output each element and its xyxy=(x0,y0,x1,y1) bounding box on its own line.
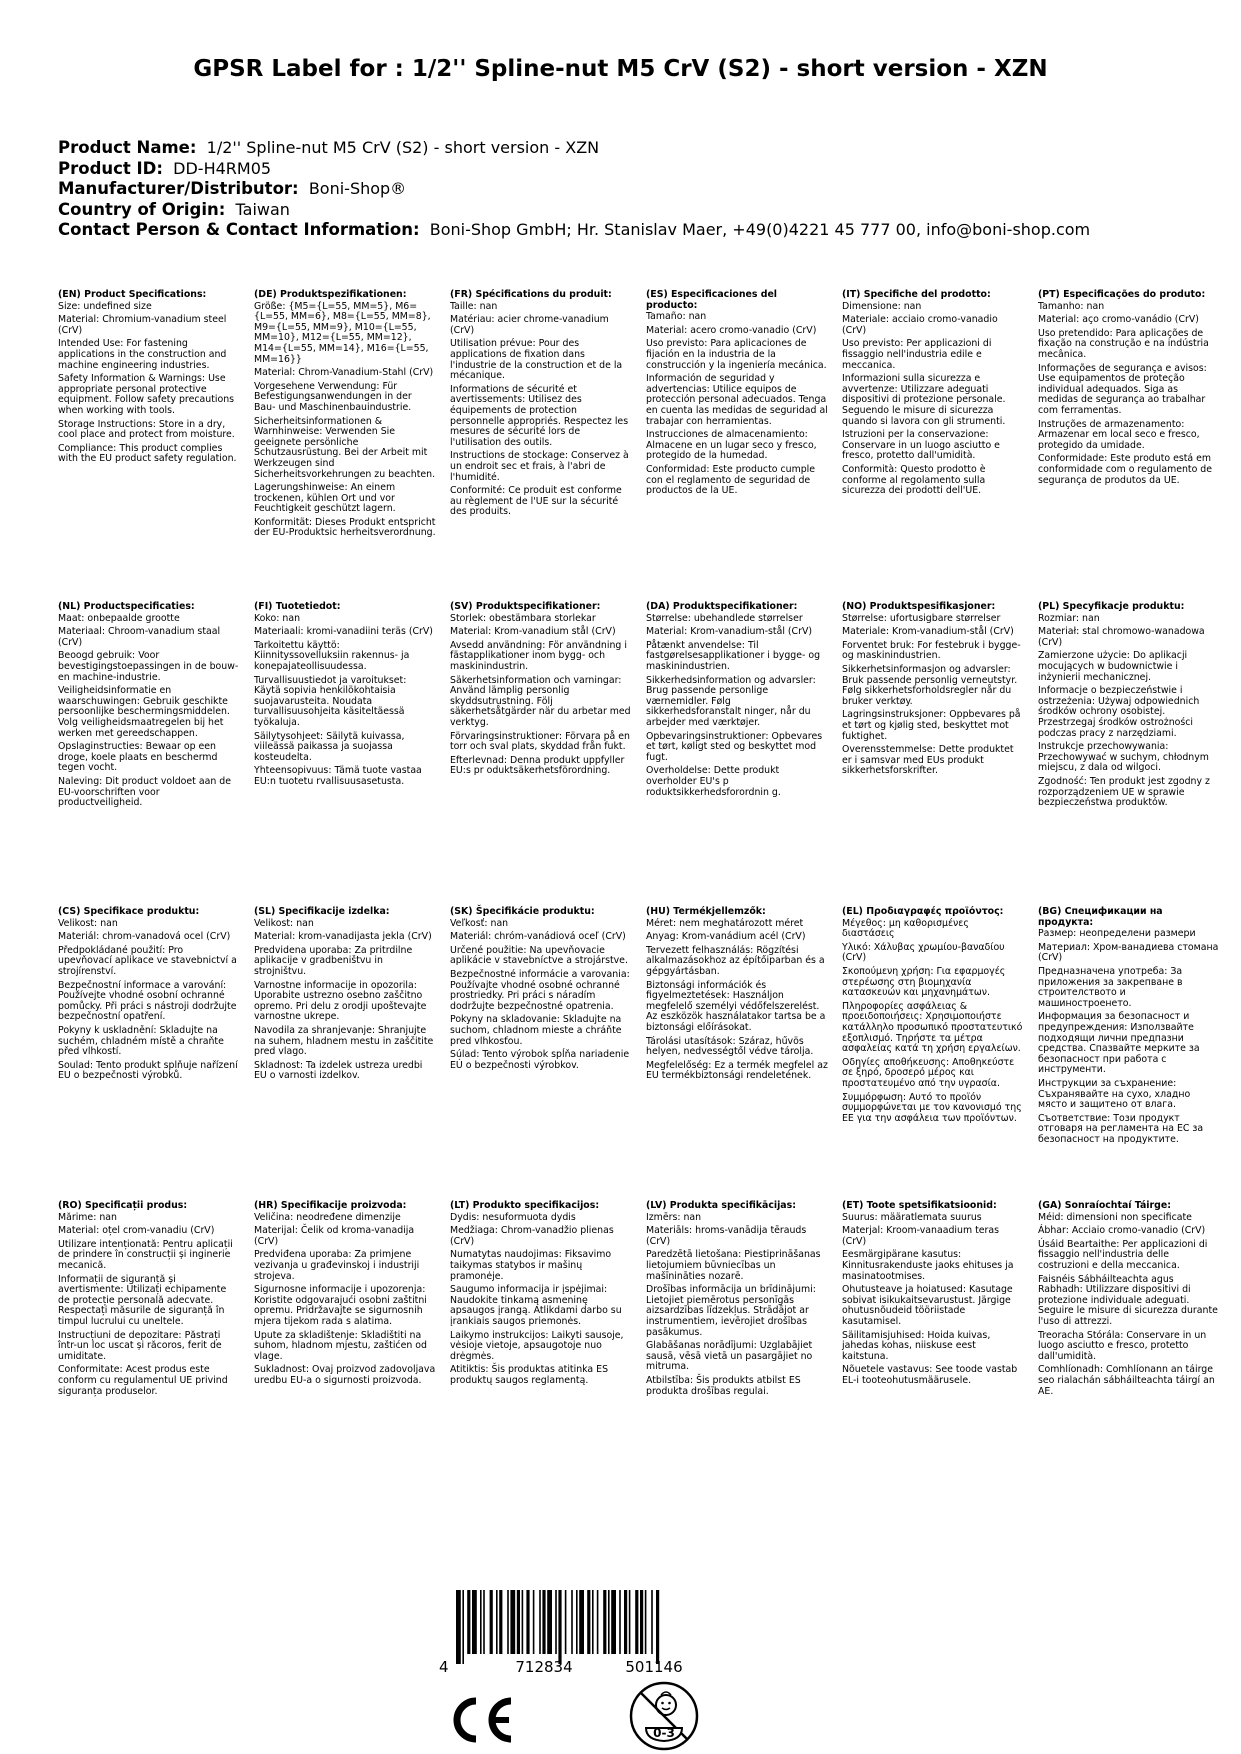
spec-paragraph: Avsedd användning: För användning i fästapplikationer inom bygg- och maskinindustrin. xyxy=(450,639,627,672)
spec-paragraph: Koko: nan xyxy=(254,612,301,624)
spec-paragraph: Storlek: obestämbara storlekar xyxy=(450,612,596,624)
spec-paragraph: Intended Use: For fastening applications in the construction and machine engineering industries. xyxy=(58,338,227,371)
spec-paragraph: Materiał: stal chromowo-wanadowa (CrV) xyxy=(1038,626,1205,648)
spec-paragraph: Predvidena uporaba: Za pritrdilne aplikacije v gradbeništvu in strojništvu. xyxy=(254,944,413,977)
barcode-bar xyxy=(587,1590,590,1654)
barcode-bar xyxy=(579,1590,584,1654)
spec-paragraph: Conformitate: Acest produs este conform cu regulamentul UE privind siguranța produselor. xyxy=(58,1364,228,1397)
spec-paragraph: Naleving: Dit product voldoet aan de EU-voorschriften voor productveiligheid. xyxy=(58,775,231,809)
spec-paragraph: Μέγεθος: μη καθορισμένες διαστάσεις xyxy=(842,917,969,940)
spec-heading: (GA) Sonraíochtaí Táirge: xyxy=(1038,1200,1171,1211)
spec-paragraph: Uso pretendido: Para aplicações de fixação na construção e na indústria mecânica. xyxy=(1038,327,1209,360)
spec-paragraph: Σκοπούμενη χρήση: Για εφαρμογές στερέωσης στη βιομηχανία κατασκευών και μηχανημάτων. xyxy=(842,965,1006,999)
spec-paragraph: Medžiaga: Chrom-vanadžio plienas (CrV) xyxy=(450,1225,614,1247)
spec-heading: (FI) Tuotetiedot: xyxy=(254,601,341,612)
spec-paragraph: Lagringsinstruksjoner: Oppbevares på et tørt og kjølig sted, beskyttet mot fuktighet. xyxy=(842,709,1021,742)
product-name-value: 1/2'' Spline-nut M5 CrV (S2) - short version - XZN xyxy=(206,138,600,157)
spec-paragraph: Storage Instructions: Store in a dry, cool place and protect from moisture. xyxy=(58,418,235,441)
spec-paragraph: Размер: неопределени размери xyxy=(1038,928,1196,940)
spec-block xyxy=(842,907,1024,1127)
spec-paragraph: Informacje o bezpieczeństwie i ostrzeżenia: Używaj odpowiednich środków ochrony osobistej. Przestrzegaj środków ostrożności podczas pracy z narzędziami. xyxy=(1038,685,1200,739)
product-id-label: Product ID: xyxy=(58,158,163,178)
spec-paragraph: Υλικό: Χάλυβας χρωμίου-βαναδίου (CrV) xyxy=(842,941,1005,964)
spec-paragraph: Tamanho: nan xyxy=(1038,300,1105,312)
spec-paragraph: Uso previsto: Per applicazioni di fissaggio nell'industria edile e meccanica. xyxy=(842,338,992,371)
spec-paragraph: Méid: dimensioni non specificate xyxy=(1038,1211,1192,1223)
spec-block xyxy=(58,907,240,1085)
spec-block xyxy=(842,602,1024,780)
spec-paragraph: Velikost: nan xyxy=(58,917,118,929)
spec-paragraph: Saugumo informacija ir įspėjimai: Naudokite tinkamą asmeninę apsaugos įrangą. Atlikdami darbo su įrankiais saugos priemonės. xyxy=(450,1284,622,1327)
spec-block xyxy=(842,290,1024,500)
barcode-bar xyxy=(510,1590,515,1654)
spec-paragraph: Forventet bruk: For festebruk i bygge- og maskinindustrien. xyxy=(842,639,1021,662)
spec-block xyxy=(450,290,632,521)
spec-paragraph: Sukladnost: Ovaj proizvod zadovoljava uredbu EU-a o sigurnosti proizvoda. xyxy=(254,1364,436,1386)
barcode-bar xyxy=(629,1590,631,1654)
barcode-bar xyxy=(645,1590,647,1654)
contact-row xyxy=(58,220,1208,241)
spec-paragraph: Materiāls: hroms-vanādija tērauds (CrV) xyxy=(646,1225,807,1247)
spec-heading: (PT) Especificações do produto: xyxy=(1038,289,1206,300)
spec-paragraph: Ábhar: Acciaio cromo-vanadio (CrV) xyxy=(1038,1225,1206,1237)
spec-paragraph: Συμμόρφωση: Αυτό το προϊόν συμμορφώνεται με τον κανονισμό της ΕΕ για την ασφάλεια των προϊόντων. xyxy=(842,1091,1022,1124)
barcode-bar xyxy=(462,1590,464,1664)
spec-paragraph: Tervezett felhasználás: Rögzítési alkalmazásokhoz az építőiparban és a gépgyártásban. xyxy=(646,944,825,977)
origin-value: Taiwan xyxy=(235,199,290,219)
spec-paragraph: Taille: nan xyxy=(450,300,498,312)
spec-heading: (NO) Produktspesifikasjoner: xyxy=(842,601,996,612)
barcode-bar xyxy=(624,1590,627,1654)
product-id-value: DD-H4RM05 xyxy=(173,158,272,178)
product-info xyxy=(58,138,1208,241)
spec-heading: (CS) Specifikace produktu: xyxy=(58,906,200,917)
spec-paragraph: Utilisation prévue: Pour des applications de fixation dans l'industrie de la construction et de la mécanique. xyxy=(450,338,623,382)
barcode-bar xyxy=(555,1590,557,1654)
barcode-bar xyxy=(533,1590,535,1654)
spec-paragraph: Velikost: nan xyxy=(254,917,314,929)
spec-paragraph: Uso previsto: Para aplicaciones de fijación en la industria de la construcción y la ingeniería mecánica. xyxy=(646,338,827,371)
spec-heading: (FR) Spécifications du produit: xyxy=(450,289,612,300)
spec-paragraph: Съответствие: Този продукт отговаря на регламента на ЕС за безопасност на продуктите. xyxy=(1038,1112,1204,1145)
spec-paragraph: Información de seguridad y advertencias: Utilice equipos de protección personal adecuados. Tenga en cuenta las medidas de seguridad al trabajar con herramientas. xyxy=(646,373,828,427)
spec-block xyxy=(646,907,828,1085)
spec-paragraph: Materiale: acciaio cromo-vanadio (CrV) xyxy=(842,314,998,336)
spec-paragraph: Instructions de stockage: Conservez à un endroit sec et frais, à l'abri de l'humidité. xyxy=(450,450,629,483)
spec-paragraph: Beoogd gebruik: Voor bevestigingstoepassingen in de bouw- en machine-industrie. xyxy=(58,650,239,683)
spec-paragraph: Určené použitie: Na upevňovacie aplikácie v stavebníctve a strojárstve. xyxy=(450,944,628,967)
spec-heading: (SL) Specifikacije izdelka: xyxy=(254,906,390,917)
spec-paragraph: Comhlíonadh: Comhlíonann an táirge seo rialachán sábháilteachta táirgí an AE. xyxy=(1038,1364,1215,1397)
spec-paragraph: Material: oțel crom-vanadiu (CrV) xyxy=(58,1225,215,1237)
spec-paragraph: Atbilstība: Šis produkts atbilst ES produkta drošības regulai. xyxy=(646,1374,801,1397)
spec-paragraph: Size: undefined size xyxy=(58,300,152,312)
spec-paragraph: Lagerungshinweise: An einem trockenen, kühlen Ort und vor Feuchtigkeit geschützt lagern. xyxy=(254,482,396,515)
spec-paragraph: Skladnost: Ta izdelek ustreza uredbi EU o varnosti izdelkov. xyxy=(254,1059,423,1082)
spec-paragraph: Informazioni sulla sicurezza e avvertenze: Utilizzare adeguati dispositivi di protezione personale. Seguendo le misure di sicurezza quando si lavora con gli strumenti. xyxy=(842,373,1006,427)
spec-paragraph: Vorgesehene Verwendung: Für Befestigungsanwendungen in der Bau- und Maschinenbauindustrie. xyxy=(254,380,412,413)
spec-paragraph: Drošības informācija un brīdinājumi: Lietojiet piemērotus personīgās aizsardzības līdzekļus. Strādājot ar instrumentiem, ievērojiet drošības pasākumus. xyxy=(646,1284,816,1338)
spec-paragraph: Tárolási utasítások: Száraz, hűvös helyen, nedvességtől védve tárolja. xyxy=(646,1035,814,1058)
spec-paragraph: Påtænkt anvendelse: Til fastgørelsesapplikationer i bygge- og maskinindustrien. xyxy=(646,639,821,672)
spec-paragraph: Material: krom-vanadijasta jekla (CrV) xyxy=(254,931,432,943)
spec-heading: (NL) Productspecificaties: xyxy=(58,601,195,612)
spec-paragraph: Efterlevnad: Denna produkt uppfyller EU:s pr oduktsäkerhetsförordning. xyxy=(450,754,625,777)
spec-paragraph: Atitiktis: Šis produktas atitinka ES produktų saugos reglamentą. xyxy=(450,1364,609,1386)
spec-paragraph: Instrucciones de almacenamiento: Almacene en un lugar seco y fresco, protegido de la humedad. xyxy=(646,429,817,462)
spec-paragraph: Pokyny k uskladnění: Skladujte na suchém, chladném místě a chraňte před vlhkostí. xyxy=(58,1024,224,1058)
spec-block xyxy=(254,290,436,542)
barcode-bar xyxy=(542,1590,545,1654)
contact-value: Boni-Shop GmbH; Hr. Stanislav Maer, +49(0)4221 45 777 00, info@boni-shop.com xyxy=(429,220,1091,239)
barcode-bar xyxy=(496,1590,498,1654)
spec-block xyxy=(58,602,240,812)
page-title: GPSR Label for : 1/2'' Spline-nut M5 CrV (S2) - short version - XZN xyxy=(193,56,1048,82)
spec-paragraph: Πληροφορίες ασφάλειας & προειδοποιήσεις: Χρησιμοποιήστε κατάλληλο προσωπικό προστατευτικό εξοπλισμό. Τηρήστε τα μέτρα ασφαλείας κατά τη χρήση εργαλείων. xyxy=(842,1000,1023,1055)
spec-block xyxy=(1038,907,1220,1148)
spec-block xyxy=(1038,290,1220,489)
spec-paragraph: Rozmiar: nan xyxy=(1038,612,1100,624)
spec-paragraph: Materiál: chrom-vanadová ocel (CrV) xyxy=(58,931,231,943)
barcode-bar xyxy=(571,1590,573,1654)
spec-block xyxy=(450,1201,632,1390)
spec-paragraph: Glabāšanas norādījumi: Uzglabājiet sausā, vēsā vietā un pasargājiet no mitruma. xyxy=(646,1340,813,1373)
barcode-bar xyxy=(467,1590,470,1654)
spec-block xyxy=(254,1201,436,1390)
spec-paragraph: Zgodność: Ten produkt jest zgodny z rozporządzeniem UE w sprawie bezpieczeństwa produktów. xyxy=(1038,775,1210,809)
spec-paragraph: Veľkosť: nan xyxy=(450,917,509,929)
spec-heading: (HU) Termékjellemzők: xyxy=(646,906,766,917)
barcode-bar xyxy=(592,1590,594,1654)
barcode-digit-first: 4 xyxy=(439,1658,449,1676)
spec-paragraph: Størrelse: ufortusigbare størrelser xyxy=(842,612,1001,624)
spec-paragraph: Säilytysohjeet: Säilytä kuivassa, viileässä paikassa ja suojassa kosteudelta. xyxy=(254,730,405,763)
spec-paragraph: Sikkerhedsinformation og advarsler: Brug passende personlige værnemidler. Følg sikkerhedsforanstalt ninger, når du arbejder med værktøjer. xyxy=(646,674,816,728)
barcode-bar xyxy=(526,1590,529,1654)
manufacturer-label: Manufacturer/Distributor: xyxy=(58,179,299,198)
barcode-bar xyxy=(499,1590,502,1654)
spec-heading: (EL) Προδιαγραφές προϊόντος: xyxy=(842,906,1004,917)
spec-paragraph: Overensstemmelse: Dette produktet er i samsvar med EUs produkt sikkerhetsforskrifter. xyxy=(842,744,1014,777)
spec-heading: (BG) Спецификации на продукта: xyxy=(1038,906,1163,928)
barcode-bar xyxy=(539,1590,541,1654)
spec-paragraph: Veličina: neodređene dimenzije xyxy=(254,1211,401,1223)
product-name-label: Product Name: xyxy=(58,138,197,157)
spec-block xyxy=(58,1201,240,1400)
barcode-bar xyxy=(597,1590,599,1654)
barcode xyxy=(438,1590,742,1676)
spec-paragraph: Opslaginstructies: Bewaar op een droge, koele plaats en beschermd tegen vocht. xyxy=(58,741,218,774)
spec-paragraph: Materjal: Kroom-vanaadium teras (CrV) xyxy=(842,1225,1000,1247)
spec-paragraph: Upute za skladištenje: Skladištiti na suhom, hladnom mjestu, zaštićen od vlage. xyxy=(254,1329,427,1362)
spec-paragraph: Material: Chrom-Vanadium-Stahl (CrV) xyxy=(254,367,434,379)
spec-heading: (HR) Specifikacije proizvoda: xyxy=(254,1200,407,1211)
spec-paragraph: Instrukcje przechowywania: Przechowywać w suchym, chłodnym miejscu, z dala od wilgoci. xyxy=(1038,741,1209,774)
spec-paragraph: Material: Krom-vanadium stål (CrV) xyxy=(450,626,616,638)
spec-paragraph: Conformità: Questo prodotto è conforme al regolamento sulla sicurezza dei prodotti dell'UE. xyxy=(842,463,986,497)
spec-paragraph: Pokyny na skladovanie: Skladujte na suchom, chladnom mieste a chráňte pred vlhkosťou. xyxy=(450,1014,622,1047)
spec-paragraph: Paredzētā lietošana: Piestiprināšanas lietojumiem būvniecības un mašīnināties nozarē. xyxy=(646,1249,821,1282)
spec-block xyxy=(450,907,632,1074)
spec-paragraph: Säkerhetsinformation och varningar: Använd lämplig personlig skyddsutrustning. Följ säkerhetsåtgärder när du arbetar med verktyg. xyxy=(450,674,631,728)
spec-paragraph: Sikkerhetsinformasjon og advarsler: Bruk passende personlig verneutstyr. Følg sikkerhetsforholdsregler når du bruker verktøy. xyxy=(842,663,1018,707)
spec-block xyxy=(1038,1201,1220,1400)
spec-paragraph: Material: acero cromo-vanadio (CrV) xyxy=(646,324,817,336)
spec-paragraph: Nõuetele vastavus: See toode vastab EL-i tooteohutusmäärusele. xyxy=(842,1364,1018,1386)
barcode-bar xyxy=(576,1590,578,1654)
age-0-3-warning-icon xyxy=(628,1680,700,1752)
spec-block xyxy=(254,602,436,791)
barcode-bar xyxy=(558,1590,561,1664)
spec-paragraph: Istruzioni per la conservazione: Conservare in un luogo asciutto e fresco, protetto dall'umidità. xyxy=(842,429,1000,462)
ce-mark-icon xyxy=(453,1697,519,1743)
spec-heading: (DA) Produktspecifikationer: xyxy=(646,601,798,612)
spec-paragraph: Anyag: Krom-vanádium acél (CrV) xyxy=(646,931,806,943)
spec-paragraph: Opbevaringsinstruktioner: Opbevares et tørt, køligt sted og beskyttet mod fugt. xyxy=(646,730,823,763)
spec-paragraph: Utilizare intenționată: Pentru aplicații de prindere în construcții și inginerie mecanică. xyxy=(58,1238,233,1271)
barcode-bar xyxy=(507,1590,509,1654)
barcode-bar xyxy=(635,1590,638,1654)
spec-paragraph: Suurus: määratlemata suurus xyxy=(842,1211,982,1223)
spec-paragraph: Conformidad: Este producto cumple con el reglamento de seguridad de productos de la UE. xyxy=(646,463,816,497)
spec-heading: (LT) Produkto specifikacijos: xyxy=(450,1200,600,1211)
spec-paragraph: Инструкции за съхранение: Съхранявайте на сухо, хладно място и защитено от влага. xyxy=(1038,1077,1191,1111)
spec-paragraph: Materiaali: kromi-vanadiini teräs (CrV) xyxy=(254,626,433,638)
spec-paragraph: Mărime: nan xyxy=(58,1211,117,1223)
spec-paragraph: Größe: {M5={L=55, MM=5}, M6={L=55, MM=6}, M8={L=55, MM=8}, M9={L=55, MM=9}, M10={L=55, MM=10}, M12={L=55, MM=12}, M14={L=55, MM=14}, M16={L=55, MM=16}} xyxy=(254,300,431,365)
spec-paragraph: Informations de sécurité et avertissements: Utilisez des équipements de protection personnelle appropriés. Respectez les mesures de sécurité lors de l'utilisation des outils. xyxy=(450,383,629,448)
spec-heading: (ET) Toote spetsifikatsioonid: xyxy=(842,1200,997,1211)
spec-paragraph: Safety Information & Warnings: Use appropriate personal protective equipment. Follow safety precautions when working with tools. xyxy=(58,373,235,416)
spec-block xyxy=(58,290,240,468)
spec-paragraph: Varnostne informacije in opozorila: Uporabite ustrezno osebno zaščitno opremo. Pri delu z orodji upoštevajte varnostne ukrepe. xyxy=(254,979,427,1023)
spec-paragraph: Tamaño: nan xyxy=(646,311,707,323)
barcode-bar xyxy=(656,1590,659,1664)
barcode-bar xyxy=(608,1590,610,1654)
contact-label: Contact Person & Contact Information: xyxy=(58,220,420,239)
barcode-bar xyxy=(651,1590,653,1654)
spec-block xyxy=(646,290,828,500)
spec-paragraph: Turvallisuustiedot ja varoitukset: Käytä sopivia henkilökohtaisia suojavarusteita. Noudata turvallisuusohjeita käsiteltäessä työkaluja. xyxy=(254,674,407,728)
barcode-digits-group1: 712834 xyxy=(515,1658,573,1676)
spec-heading: (PL) Specyfikacje produktu: xyxy=(1038,601,1185,612)
spec-paragraph: Konformität: Dieses Produkt entspricht der EU-Produktsic herheitsverordnung. xyxy=(254,516,436,539)
spec-paragraph: Súlad: Tento výrobok spĺňa nariadenie EÚ o bezpečnosti výrobkov. xyxy=(450,1049,630,1071)
barcode-bar xyxy=(517,1590,520,1654)
manufacturer-row xyxy=(58,179,1208,200)
barcode-bar xyxy=(547,1590,552,1654)
origin-row xyxy=(58,200,1208,221)
spec-paragraph: Úsáid Beartaithe: Per applicazioni di fissaggio nell'industria delle costruzioni e della meccanica. xyxy=(1038,1238,1208,1271)
age-label: 0-3 xyxy=(653,1726,675,1740)
spec-block xyxy=(450,602,632,780)
spec-paragraph: Ohutusteave ja hoiatused: Kasutage sobivat isikukaitsevarustust. Järgige ohutusnõudeid tööriistade kasutamisel. xyxy=(842,1284,1013,1327)
barcode-bar xyxy=(565,1590,567,1654)
barcode-bar xyxy=(472,1590,477,1654)
spec-paragraph: Laikymo instrukcijos: Laikyti sausoje, vėsioje vietoje, apsaugotoje nuo drėgmės. xyxy=(450,1329,624,1362)
spec-heading: (ES) Especificaciones del producto: xyxy=(646,289,778,311)
product-id-row xyxy=(58,159,1208,180)
spec-paragraph: Megfelelőség: Ez a termék megfelel az EU termékbiztonsági rendeletének. xyxy=(646,1059,828,1082)
spec-paragraph: Informații de siguranță și avertismente: Utilizați echipamente de protecție personală adecvate. Respectați măsurile de siguranță în timpul lucrului cu uneltele. xyxy=(58,1273,227,1327)
spec-heading: (SV) Produktspecifikationer: xyxy=(450,601,601,612)
spec-block xyxy=(842,1201,1024,1390)
spec-heading: (IT) Specifiche del prodotto: xyxy=(842,289,991,300)
barcode-bar xyxy=(640,1590,643,1654)
spec-paragraph: Materiaal: Chroom-vanadium staal (CrV) xyxy=(58,626,221,648)
spec-heading: (EN) Product Specifications: xyxy=(58,289,207,300)
barcode-bar xyxy=(456,1590,461,1664)
spec-paragraph: Material: Chromium-vanadium steel (CrV) xyxy=(58,314,227,336)
spec-paragraph: Biztonsági információk és figyelmeztetések: Használjon megfelelő személyi védőfelszerelést. Az eszközök használatakor tartsa be a biztonsági előírásokat. xyxy=(646,979,826,1033)
spec-paragraph: Материал: Хром-ванадиева стомана (CrV) xyxy=(1038,941,1219,964)
spec-paragraph: Predviđena uporaba: Za primjene vezivanja u građevinskoj i industriji strojeva. xyxy=(254,1249,420,1282)
barcode-bar xyxy=(490,1590,493,1654)
spec-heading: (DE) Produktspezifikationen: xyxy=(254,289,407,300)
spec-paragraph: Treoracha Stórála: Conservare in un luogo asciutto e fresco, protetto dall'umidità. xyxy=(1038,1329,1207,1362)
barcode-bar xyxy=(483,1590,485,1654)
spec-paragraph: Conformité: Ce produit est conforme au règlement de l'UE sur la sécurité des produits. xyxy=(450,485,622,518)
spec-paragraph: Tarkoitettu käyttö: Kiinnityssovelluksiin rakennus- ja konepajateollisuudessa. xyxy=(254,639,410,672)
spec-heading: (SK) Špecifikácie produktu: xyxy=(450,906,595,917)
origin-label: Country of Origin: xyxy=(58,199,226,219)
spec-paragraph: Informações de segurança e avisos: Use equipamentos de proteção individual adequados. Siga as medidas de segurança ao trabalhar com ferramentas. xyxy=(1038,362,1207,416)
spec-paragraph: Conformidade: Este produto está em conformidade com o regulamento de segurança de produtos da UE. xyxy=(1038,453,1213,486)
spec-paragraph: Maat: onbepaalde grootte xyxy=(58,612,180,624)
spec-paragraph: Izmērs: nan xyxy=(646,1211,702,1223)
spec-paragraph: Bezpečnostné informácie a varovania: Používajte vhodné osobné ochranné prostriedky. Pri práci s náradím dodržujte bezpečnostné opatrenia. xyxy=(450,968,630,1012)
spec-paragraph: Material: Krom-vanadium-stål (CrV) xyxy=(646,626,813,638)
spec-paragraph: Eesmärgipärane kasutus: Kinnitusrakenduste jaoks ehituses ja masinatootmises. xyxy=(842,1249,1014,1282)
spec-paragraph: Instrucțiuni de depozitare: Păstrați într-un loc uscat și răcoros, ferit de umiditate. xyxy=(58,1329,222,1362)
manufacturer-value: Boni-Shop® xyxy=(308,179,407,198)
spec-paragraph: Dydis: nesuformuota dydis xyxy=(450,1211,576,1223)
barcode-bar xyxy=(603,1590,606,1654)
spec-block xyxy=(646,602,828,801)
spec-paragraph: Förvaringsinstruktioner: Förvara på en torr och sval plats, skyddad från fukt. xyxy=(450,730,630,753)
spec-paragraph: Compliance: This product complies with the EU product safety regulation. xyxy=(58,442,237,465)
spec-paragraph: Størrelse: ubehandlede størrelser xyxy=(646,612,803,624)
spec-paragraph: Bezpečnostní informace a varování: Používejte vhodné osobní ochranné pomůcky. Při práci s nástroji dodržujte bezpečnostní opatření. xyxy=(58,979,237,1023)
spec-heading: (RO) Specificații produs: xyxy=(58,1200,188,1211)
spec-paragraph: Dimensione: nan xyxy=(842,300,922,312)
spec-paragraph: Materijal: Čelik od kroma-vanadija (CrV) xyxy=(254,1225,415,1247)
spec-paragraph: Material: aço cromo-vanádio (CrV) xyxy=(1038,314,1199,326)
spec-block xyxy=(646,1201,828,1400)
barcode-bar xyxy=(522,1590,524,1654)
spec-paragraph: Soulad: Tento produkt splňuje nařízení EU o bezpečnosti výrobků. xyxy=(58,1059,238,1082)
spec-paragraph: Sicherheitsinformationen & Warnhinweise: Verwenden Sie geeignete persönliche Schutzausrüstung. Bei der Arbeit mit Werkzeugen sind Sicherheitsvorkehrungen zu beachten. xyxy=(254,415,436,480)
spec-paragraph: Předpokládané použití: Pro upevňovací aplikace ve stavebnictví a strojírenství. xyxy=(58,944,237,977)
spec-paragraph: Предназначена употреба: За приложения за закрепване в строителството и машиностроенето. xyxy=(1038,965,1183,1009)
spec-paragraph: Materiale: Krom-vanadium-stål (CrV) xyxy=(842,626,1014,638)
barcode-bar xyxy=(619,1590,621,1654)
spec-paragraph: Информация за безопасност и предупреждения: Използвайте подходящи лични предпазни средства. Спазвайте мерките за безопасност при работа с инструменти. xyxy=(1038,1011,1200,1076)
barcode-bar xyxy=(480,1590,482,1654)
spec-paragraph: Navodila za shranjevanje: Shranjujte na suhem, hladnem mestu in zaščitite pred vlago. xyxy=(254,1024,434,1058)
spec-block xyxy=(1038,602,1220,812)
spec-paragraph: Faisnéis Sábháilteachta agus Rabhadh: Utilizzare dispositivi di protezione individuale adeguati. Seguire le misure di sicurezza durante l'uso di attrezzi. xyxy=(1038,1273,1218,1327)
spec-block xyxy=(254,907,436,1085)
spec-paragraph: Säilitamisjuhised: Hoida kuivas, jahedas kohas, niiskuse eest kaitstuna. xyxy=(842,1329,991,1362)
spec-paragraph: Numatytas naudojimas: Fiksavimo taikymas statybos ir mašinų pramonėje. xyxy=(450,1249,612,1282)
barcode-bar xyxy=(611,1590,616,1654)
barcode-digits-group2: 501146 xyxy=(625,1658,683,1676)
spec-paragraph: Οδηγίες αποθήκευσης: Αποθηκεύστε σε ξηρό, δροσερό μέρος και προστατευμένο από την υγρασία. xyxy=(842,1056,1015,1089)
spec-paragraph: Materiál: chróm-vanádiová oceľ (CrV) xyxy=(450,931,626,943)
product-name-row xyxy=(58,138,1208,159)
spec-paragraph: Yhteensopivuus: Tämä tuote vastaa EU:n tuotetu rvallisuusasetusta. xyxy=(254,765,422,787)
spec-paragraph: Matériau: acier chrome-vanadium (CrV) xyxy=(450,314,609,336)
spec-paragraph: Veiligheidsinformatie en waarschuwingen: Gebruik geschikte persoonlijke beschermingsmiddelen. Volg veiligheidsmaatregelen bij het werken met gereedschappen. xyxy=(58,685,230,739)
spec-heading: (LV) Produkta specifikācijas: xyxy=(646,1200,796,1211)
spec-paragraph: Sigurnosne informacije i upozorenja: Koristite odgovarajući osobni zaštitni opremu. Pridržavajte se sigurnosnih mjera tijekom rada s alatima. xyxy=(254,1284,427,1327)
spec-paragraph: Zamierzone użycie: Do aplikacji mocujących w budownictwie i inżynierii mechanicznej. xyxy=(1038,650,1188,683)
spec-paragraph: Méret: nem meghatározott méret xyxy=(646,917,804,929)
spec-paragraph: Overholdelse: Dette produkt overholder EU's p roduktsikkerhedsforordnin g. xyxy=(646,765,781,798)
spec-paragraph: Instruções de armazenamento: Armazenar em local seco e fresco, protegido da umidade. xyxy=(1038,418,1200,451)
